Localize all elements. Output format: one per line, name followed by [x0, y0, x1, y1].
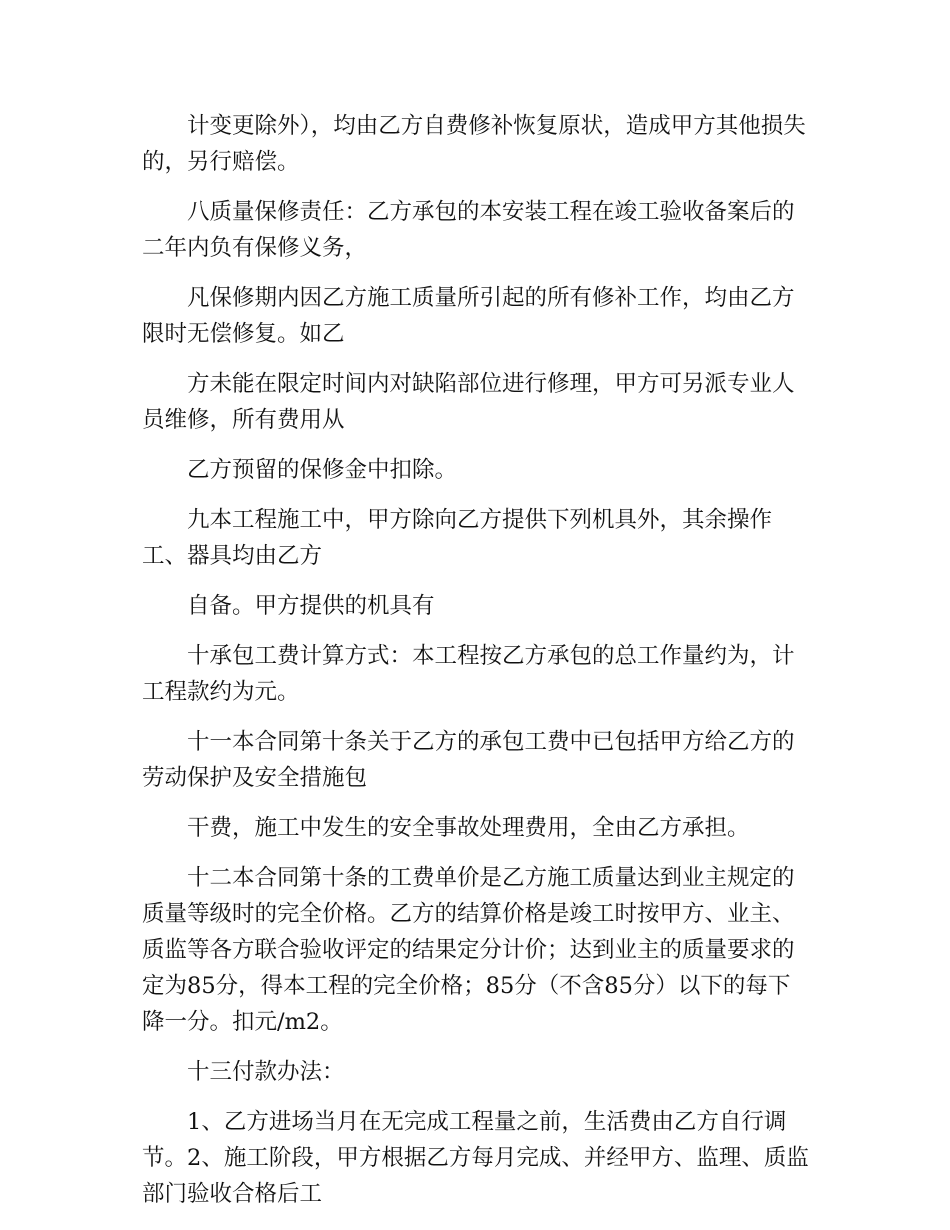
paragraph: 乙方预留的保修金中扣除。 — [187, 457, 458, 483]
paragraph: 八质量保修责任：乙方承包的本安装工程在竣工验收备案后的二年内负有保修义务， — [142, 199, 795, 261]
paragraph: 十一本合同第十条关于乙方的承包工费中已包括甲方给乙方的劳动保护及安全措施包 — [142, 729, 795, 791]
paragraph: 干费，施工中发生的安全事故处理费用，全由乙方承担。 — [187, 815, 750, 841]
paragraph: 九本工程施工中，甲方除向乙方提供下列机具外，其余操作工、器具均由乙方 — [142, 507, 773, 569]
paragraph: 十三付款办法： — [187, 1059, 345, 1085]
paragraph: 方未能在限定时间内对缺陷部位进行修理，甲方可另派专业人员维修，所有费用从 — [142, 371, 795, 433]
paragraph: 十承包工费计算方式：本工程按乙方承包的总工作量约为，计工程款约为元。 — [142, 643, 795, 705]
paragraph: 1、乙方进场当月在无完成工程量之前，生活费由乙方自行调节。2、施工阶段，甲方根据乙方每月完成、并经甲方、监理、质监部门验收合格后工 — [142, 1109, 809, 1207]
paragraph: 凡保修期内因乙方施工质量所引起的所有修补工作，均由乙方限时无偿修复。如乙 — [142, 285, 795, 347]
paragraph: 自备。甲方提供的机具有 — [187, 593, 435, 619]
document-body — [142, 108, 812, 1226]
paragraph: 计变更除外），均由乙方自费修补恢复原状，造成甲方其他损失的，另行赔偿。 — [142, 113, 806, 175]
paragraph: 十二本合同第十条的工费单价是乙方施工质量达到业主规定的质量等级时的完全价格。乙方的结算价格是竣工时按甲方、业主、质监等各方联合验收评定的结果定分计价；达到业主的质量要求的定为85分，得本工程的完全价格；85分（不含85分）以下的每下降一分。扣元/m2。 — [142, 865, 795, 1035]
